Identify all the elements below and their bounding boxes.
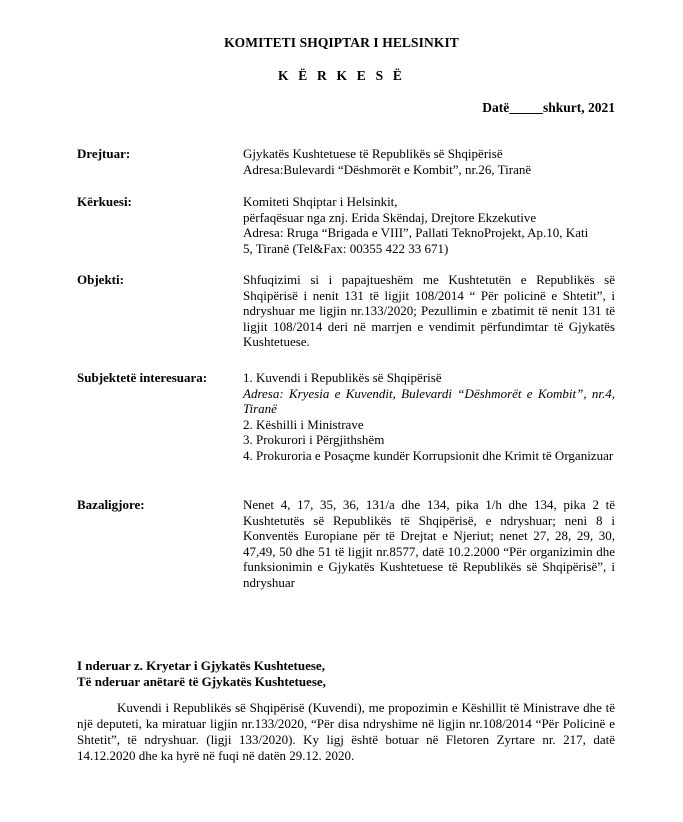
salutation-line: I nderuar z. Kryetar i Gjykatës Kushtetuese, bbox=[77, 658, 325, 673]
section-label: Drejtuar: bbox=[77, 146, 131, 161]
interested-party-item: 4. Prokuroria e Posaçme kundër Korrupsionit dhe Krimit të Organizuar bbox=[243, 447, 614, 463]
value-line: Adresa:Bulevardi “Dëshmorët e Kombit”, nr.26, Tiranë bbox=[243, 161, 532, 177]
value-line: 5, Tiranë (Tel&Fax: 00355 422 33 671) bbox=[243, 240, 449, 256]
section-label: Bazaligjore: bbox=[77, 497, 145, 512]
salutation-line: Të nderuar anëtarë të Gjykatës Kushtetuese, bbox=[77, 674, 326, 689]
body-paragraph: Kuvendi i Republikës së Shqipërisë (Kuvendi), me propozimin e Këshillit të Ministrave dhe të një deputeti, ka miratuar ligjin nr.133/2020, “Për disa ndryshime në ligjin nr.108/2014 “Për Policinë e Shtetit”, të ndryshuar. (ligji 133/2020). Ky ligj është botuar në Fletoren Zyrtare nr. 217, datë 14.12.2020 dhe ka hyrë në fuqi në datën 29.12. 2020. bbox=[77, 700, 615, 763]
section-label: Objekti: bbox=[77, 272, 124, 287]
section-value bbox=[243, 146, 615, 177]
section-value bbox=[243, 370, 615, 463]
organization-title: KOMITETI SHQIPTAR I HELSINKIT bbox=[224, 35, 459, 50]
section-label: Subjektetë interesuara: bbox=[77, 370, 208, 385]
section-label: Kërkuesi: bbox=[77, 194, 132, 209]
document-date: Datë_____shkurt, 2021 bbox=[482, 100, 615, 115]
value-line: Gjykatës Kushtetuese të Republikës së Shqipërisë bbox=[243, 146, 503, 161]
value-line: Adresa: Rruga “Brigada e VIII”, Pallati TeknoProjekt, Ap.10, Kati bbox=[243, 225, 589, 240]
value-line: Komiteti Shqiptar i Helsinkit, bbox=[243, 194, 398, 209]
value-line: përfaqësuar nga znj. Erida Skëndaj, Drejtore Ekzekutive bbox=[243, 209, 537, 225]
section-value: Nenet 4, 17, 35, 36, 131/a dhe 134, pika 1/h dhe 134, pika 2 të Kushtetutës së Republikës të Shqipërisë, e ndryshuar; neni 8 i Konventës Europiane për të Drejtat e Njeriut; nenet 27, 28, 29, 30, 47,49, 50 dhe 51 të ligjit nr.8577, datë 10.2.2000 “Për organizimin dhe funksionimin e Gjykatës Kushtetuese të Republikës së Shqipërisë”, i ndryshuar bbox=[243, 497, 615, 590]
section-value bbox=[243, 194, 615, 256]
document-type-heading: K Ë R K E S Ë bbox=[277, 68, 406, 83]
interested-party-item: 1. Kuvendi i Republikës së Shqipërisë bbox=[243, 370, 442, 385]
interested-party-item: 3. Prokurori i Përgjithshëm bbox=[243, 432, 385, 447]
section-value: Shfuqizimi si i papajtueshëm me Kushtetutën e Republikës së Shqipërisë i nenit 131 të ligjit 108/2014 “ Për policinë e Shtetit”, i ndryshuar me ligjin nr.133/2020; Pezullimin e zbatimit të nenit 131 të ligjit 108/2014 deri në marrjen e vendimit përfundimtar të Gjykatës Kushtetuese. bbox=[243, 272, 615, 349]
interested-party-item: 2. Këshilli i Ministrave bbox=[243, 416, 364, 432]
salutation-block bbox=[77, 658, 326, 690]
interested-party-address: Adresa: Kryesia e Kuvendit, Bulevardi “Dëshmorët e Kombit”, nr.4, Tiranë bbox=[243, 385, 615, 416]
